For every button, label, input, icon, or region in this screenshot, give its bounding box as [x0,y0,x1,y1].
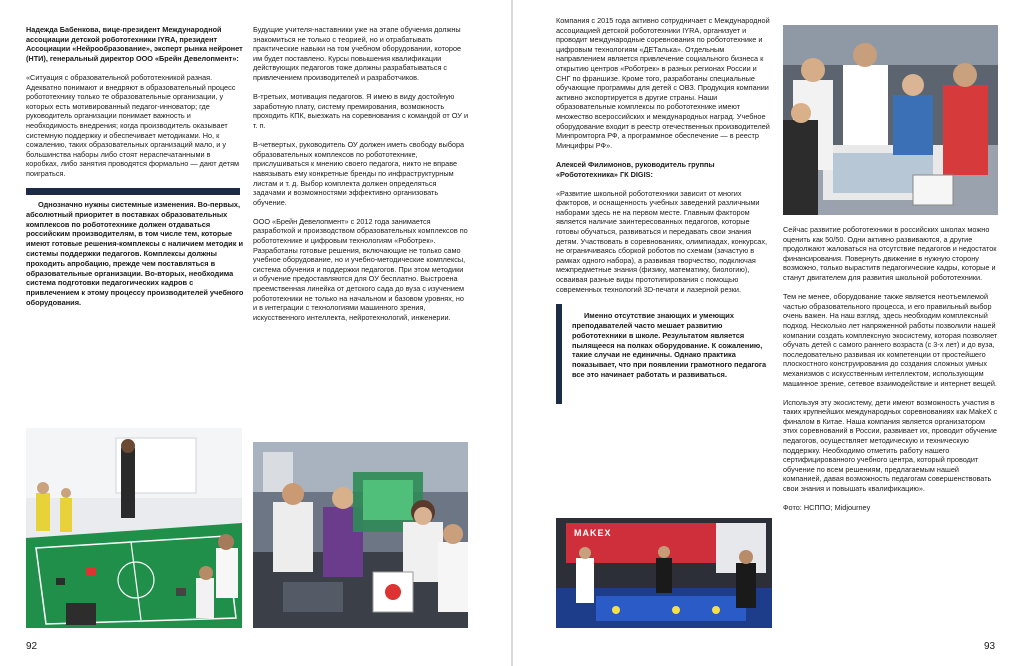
right-column-1 [556,16,772,380]
callout-bar [556,304,562,404]
quote-babenkova: «Ситуация с образовательной робототехникой разная. Адекватно понимают и внедряют в образовательный процесс робототехнику только те образовательные организации, у которых есть мотивированный педагог-инноватор; где руководитель организации понимает важность и необходимость внедрения; когда производитель оказывает системную поддержку и обеспечивает методиками. Но, к сожалению, таких образовательных организаций мало, и у большинства наборы либо стоят нераспечатанными в коробках, либо занятия проводятся формально — дают детям поиграться. [26,72,240,178]
paragraph: Сейчас развитие робототехники в российских школах можно оценить как 50/50. Одни активно развиваются, а другие продолжают жаловаться на отсутствие педагогов и недостаток финансирования. Повернуть движение в нужную сторону возможно, только выраститв педагогические кадры, которые и станут двигателем для развития школьной робототехники. [783,225,997,282]
makex-banner-text: MAKEX [574,528,612,538]
left-column-2 [253,25,469,332]
right-page [513,0,1024,666]
left-column-1 [26,25,244,308]
robot-field-illustration [26,428,242,628]
callout-text: Именно отсутствие знающих и умеющих преподавателей часто мешает развитию робототехники в школе. Результатом является пылящееся на полках оборудование. К сожалению, такие случаи не единичны. Однако практика показывает, что при появлении грамотного педагога все это начинает работать и развиваться. [572,311,767,379]
paragraph: В-третьих, мотивация педагогов. Я имею в виду достойную заработную плату, систему премирования, возможность проходить КПК, выезжать на соревнования с командой от ОУ и т. п. [253,92,469,130]
speaker-intro-filimonov: Алексей Филимонов, руководитель группы «Робототехника» ГК DIGIS: [556,159,715,179]
page-number-right: 93 [984,641,996,652]
right-column-2 [783,225,999,522]
callout-text: Однозначно нужны системные изменения. Во-первых, абсолютный приоритет в поставках образовательных комплексов по робототехнике должен отдаваться российским производителям, в том числе тем, которые имеют готовые решения-комплексы с наличием методик и системы поддержки педагогов. Комплексы должны проходить апробацию, прежде чем поставляться в образовательные организации. Во-вторых, необходима система подготовки педагогических кадров с привлечением к этому процессу производителей учебного оборудования. [26,200,244,308]
page-number-left: 92 [26,641,38,652]
paragraph: В-четвертых, руководитель ОУ должен иметь свободу выбора образовательных комплексов по робототехнике, прислушиваться к мнению своего педагога, никто не вправе навязывать ему конкретные бренды по инфраструктурным листам и т. д. Выбор комплекта должен определяться задачами и возможностями эффективно организовать обучение. [253,140,465,207]
callout-bar [26,188,240,195]
photo-kids-workshop [253,442,468,628]
paragraph: Используя эту экосистему, дети имеют возможность участия в таких крупнейших международных соревнованиях как MakeX с финалом в Китае. Наша компания является организатором этих соревнований в России, развивает их, проводит обучение педагогов, осуществляет методическую и техническую поддержку. Необходимо отметить работу нашего сертифицированного учебного центра, который проводит обучение по всем решениям, предлагаемым нашей компанией, давая возможность педагогам совершенствовать свои знания и повышать квалификацию». [783,397,998,494]
callout-babenkova [26,188,244,308]
left-page [0,0,511,666]
quote-filimonov: «Развитие школьной робототехники зависит от многих факторов, и оснащенность учебных заведений различными наборами здесь не на первом месте. Главным фактором является наличие заинтересованных педагогов, которые готовы обучаться, развиваться и передавать свои знания детям. Участвовать в соревнованиях, олимпиадах, конкурсах, не ограничиваясь сборкой роботов по схемам (зачастую в рамках одного набора), а развивая творчество, подключая межпредметные знания (физику, математику, биологию), осваивая разные виды прототипирования с помощью современных технологий 3D-печати и лазерной резки. [556,188,768,294]
paragraph: Будущие учителя-наставники уже на этапе обучения должны знакомиться не только с теорией, но и отрабатывать практические навыки на том учебном оборудовании, которое им будет поставлено. Курсы повышения квалификации действующих педагогов тоже должны разрабатываться с привлечением производителей и разработчиков. [253,25,462,82]
photo-makex-event [556,518,772,628]
photo-kids-robotics [783,25,998,215]
photo-credit: Фото: НСППО; Midjourney [783,503,871,513]
photo-robot-field [26,428,242,628]
callout-filimonov [556,304,772,380]
kids-workshop-illustration [253,442,468,628]
speaker-intro-babenkova: Надежда Бабенкова, вице-президент Международной ассоциации детской робототехники IYRA, президент Ассоциации «Нейрообразование», эксперт рынка нейронет (НТИ), генеральный директор ООО «Брейн Девелопмент»: [26,25,243,63]
paragraph: ООО «Брейн Девелопмент» с 2012 года занимается разработкой и производством образовательных комплексов по робототехнике и цифровым технологиям «Роботрек». Разработаны готовые решения, включающие не только само учебное оборудование, но и учебно-методические комплексы, система обучения и поддержки педагогов. При этом методики и обучение предоставляются для ОУ бесплатно. Выстроена преемственная линейка от детского сада до вуза с изучением робототехники не только на начальном и базовом уровнях, но и в интеграции с технологиями машинного зрения, искусственного интеллекта, нейротехнологий, инженерии. [253,216,468,322]
paragraph: Тем не менее, оборудование также является неотъемлемой частью образовательного процесса, и его правильный выбор очень важен. На наш взгляд, здесь необходим комплексный подход. Несколько лет напряженной работы позволили нашей компании создать комплексную экосистему, которая позволяет обучать детей с самого раннего возраста (с 3-х лет) и до вуза, последовательно развивая их компетенции от простейшего плоскостного конструирования до создания сложных умных механизмов с искусственным интеллектом, использующим машинное зрение, сетевое взаимодействие и интернет вещей. [783,292,998,388]
paragraph: Компания с 2015 года активно сотрудничает с Международной ассоциацией детской робототехники IYRA, организует и проводит международные соревнования по робототехнике и цифровым технологиям «ДЕТалька». Отдельным направлением является привлечение социального бизнеса к открытию центров «Роботрек» в разных регионах России и СНГ по франшизе. Кроме того, разработаны специальные обучающие программы для детей с ОВЗ. Продукция компании активно экспортируется в другие страны. Наши образовательные комплексы по робототехнике имеют множество всероссийских и международных наград. Учебное оборудование входит в реестр отечественных производителей Минпромторга РФ, а программное обеспечение — в реестр Минцифры РФ». [556,16,770,150]
kids-robotics-illustration [783,25,998,215]
